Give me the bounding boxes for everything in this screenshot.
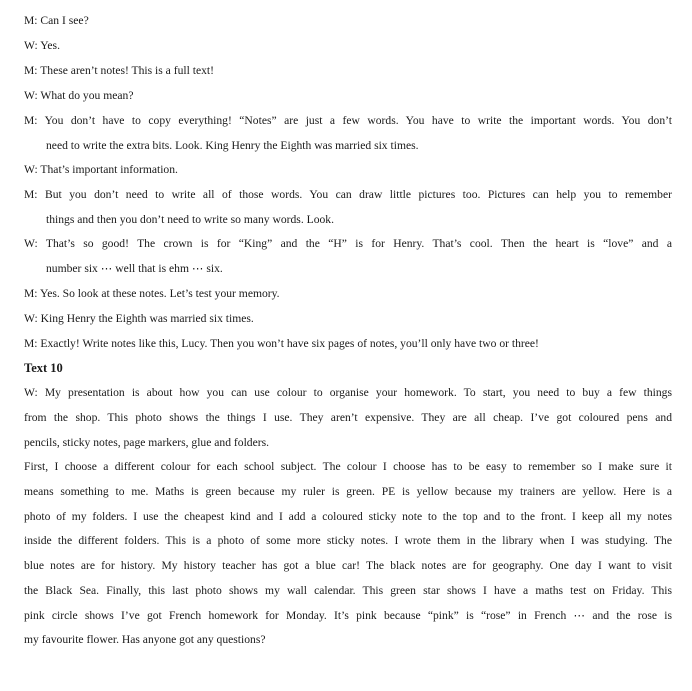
dialogue-line-continuation: things and then you don’t need to write so many words. Look. <box>46 213 334 226</box>
dialogue-line: M: Can I see? <box>24 14 89 27</box>
dialogue-line: W: What do you mean? <box>24 89 134 102</box>
paragraph-line: the Black Sea. Finally, this last photo shows my wall calendar. This green star shows I have a maths test on Friday. This <box>24 584 672 597</box>
paragraph-line: pink circle shows I’ve got French homework for Monday. It’s pink because “pink” is “rose” in French ⋯ and the rose is <box>24 609 672 622</box>
dialogue-line: W: King Henry the Eighth was married six times. <box>24 312 254 325</box>
dialogue-line: W: That’s so good! The crown is for “King” and the “H” is for Henry. That’s cool. Then the heart is “love” and a <box>24 237 672 250</box>
dialogue-line-continuation: number six ⋯ well that is ehm ⋯ six. <box>46 262 223 275</box>
dialogue-line-continuation: need to write the extra bits. Look. King Henry the Eighth was married six times. <box>46 139 419 152</box>
paragraph-line: W: My presentation is about how you can use colour to organise your homework. To start, you need to buy a few things <box>24 386 672 399</box>
dialogue-line: M: These aren’t notes! This is a full text! <box>24 64 214 77</box>
dialogue-line: M: You don’t have to copy everything! “Notes” are just a few words. You have to write the important words. You don’t <box>24 114 672 127</box>
dialogue-line: M: Yes. So look at these notes. Let’s test your memory. <box>24 287 280 300</box>
section-heading: Text 10 <box>24 361 63 375</box>
paragraph-line: inside the different folders. This is a photo of some more sticky notes. I wrote them in the library when I was studying. The <box>24 534 672 547</box>
paragraph-line: my favourite flower. Has anyone got any questions? <box>24 633 266 646</box>
paragraph-line: pencils, sticky notes, page markers, glue and folders. <box>24 436 270 449</box>
paragraph-line: First, I choose a different colour for each school subject. The colour I choose has to be easy to remember so I make sure it <box>24 460 672 473</box>
dialogue-line: M: Exactly! Write notes like this, Lucy. Then you won’t have six pages of notes, you’ll only have two or three! <box>24 337 539 350</box>
paragraph-line: means something to me. Maths is green because my ruler is green. PE is yellow because my trainers are yellow. Here is a <box>24 485 672 498</box>
paragraph-line: from the shop. This photo shows the things I use. They aren’t expensive. They are all cheap. I’ve got coloured pens and <box>24 411 672 424</box>
paragraph-line: blue notes are for history. My history teacher has got a blue car! The black notes are for geography. One day I want to visit <box>24 559 672 572</box>
dialogue-line: M: But you don’t need to write all of those words. You can draw little pictures too. Pictures can help you to remember <box>24 188 672 201</box>
paragraph-line: photo of my folders. I use the cheapest kind and I add a coloured sticky note to the top and to the front. I keep all my notes <box>24 510 672 523</box>
dialogue-line: W: Yes. <box>24 39 60 52</box>
dialogue-line: W: That’s important information. <box>24 163 178 176</box>
